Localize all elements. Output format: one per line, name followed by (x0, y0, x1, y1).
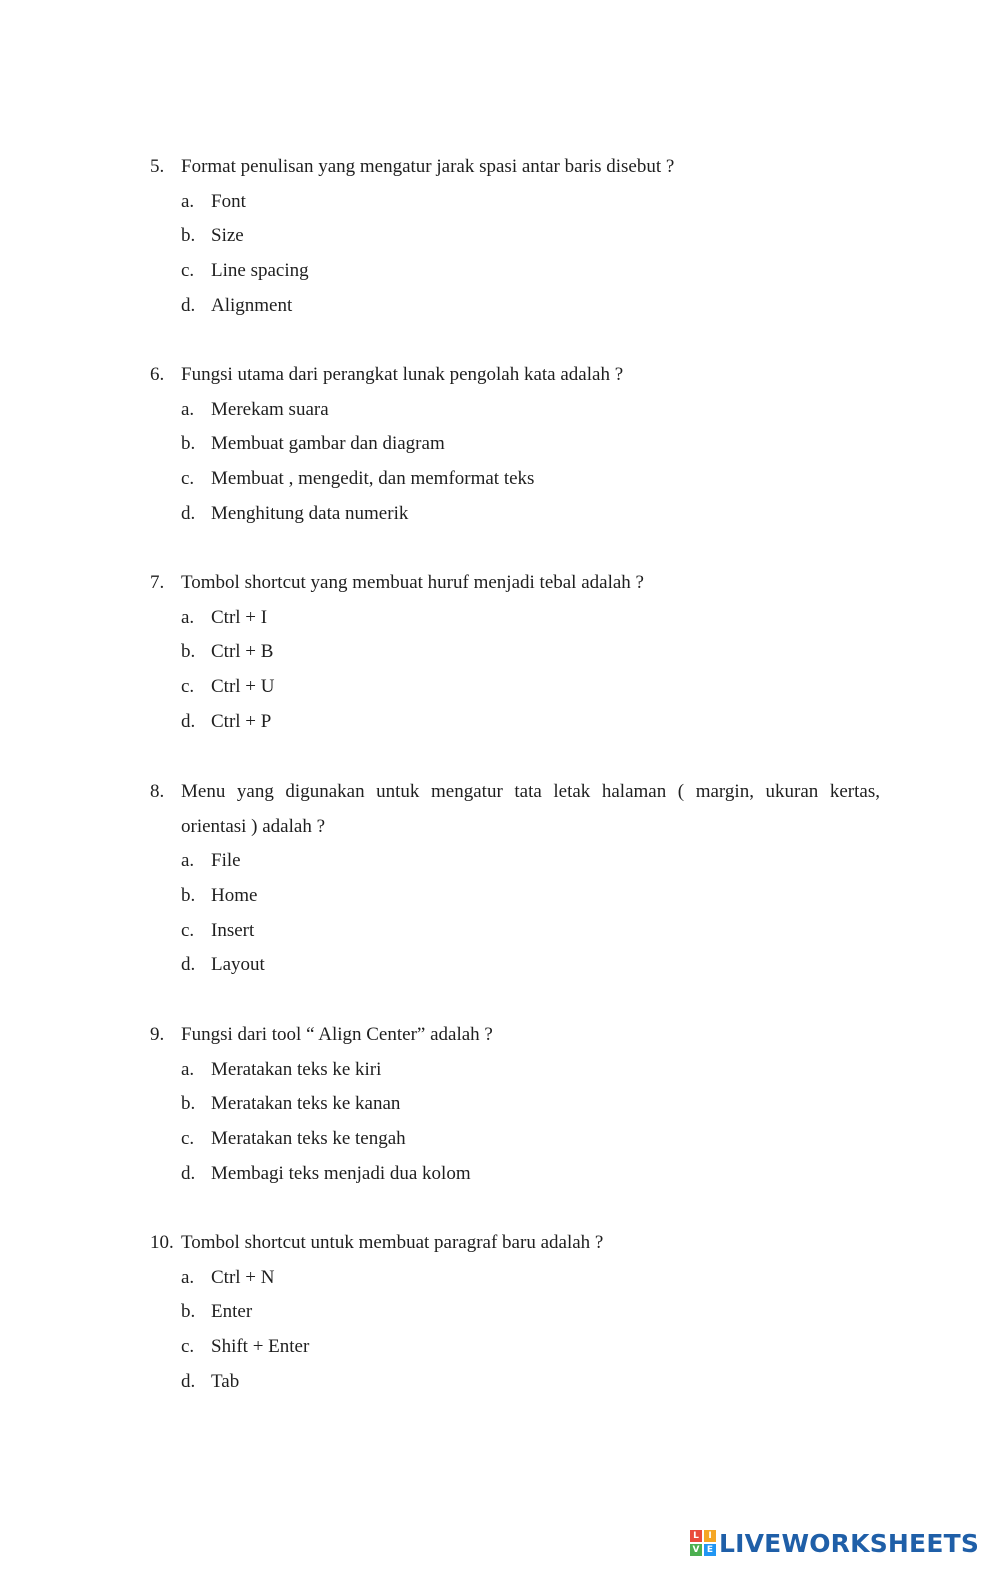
option-letter: b. (181, 433, 196, 455)
option-letter: b. (181, 885, 196, 907)
option-list (150, 601, 880, 740)
question-text: Menu yang digunakan untuk mengatur tata letak halaman ( margin, ukuran kertas, (181, 781, 880, 802)
option-text: Merekam suara (211, 398, 329, 420)
question-8 (150, 775, 880, 983)
option-text: Membagi teks menjadi dua kolom (211, 1162, 471, 1184)
option-b[interactable] (181, 219, 880, 254)
option-letter: d. (181, 502, 196, 524)
option-letter: a. (181, 1266, 195, 1288)
option-text: Home (211, 885, 258, 907)
option-text: Enter (211, 1301, 253, 1323)
question-stem (150, 1018, 880, 1053)
option-a[interactable] (181, 844, 880, 879)
option-letter: c. (181, 1336, 195, 1358)
option-a[interactable] (181, 185, 880, 220)
option-letter: b. (181, 1093, 196, 1115)
option-letter: d. (181, 954, 196, 976)
question-number: 6. (150, 364, 165, 385)
option-c[interactable] (181, 1122, 880, 1157)
option-c[interactable] (181, 254, 880, 289)
question-stem (150, 150, 880, 185)
option-text: Meratakan teks ke kiri (211, 1058, 382, 1080)
option-d[interactable] (181, 1157, 880, 1192)
liveworksheets-logo-icon (690, 1530, 716, 1556)
option-letter: a. (181, 606, 195, 628)
option-text: Font (211, 190, 246, 212)
option-list (150, 1261, 880, 1400)
option-a[interactable] (181, 393, 880, 428)
option-a[interactable] (181, 1261, 880, 1296)
option-c[interactable] (181, 1330, 880, 1365)
option-c[interactable] (181, 670, 880, 705)
option-letter: c. (181, 260, 195, 282)
question-5 (150, 150, 880, 323)
logo-tile: I (704, 1530, 716, 1542)
option-d[interactable] (181, 289, 880, 324)
option-list (150, 1053, 880, 1192)
option-text: Insert (211, 919, 255, 941)
option-b[interactable] (181, 635, 880, 670)
option-letter: b. (181, 1301, 196, 1323)
option-d[interactable] (181, 948, 880, 983)
question-stem (150, 358, 880, 393)
option-b[interactable] (181, 1087, 880, 1122)
question-stem (150, 1226, 880, 1261)
question-number: 8. (150, 781, 165, 802)
question-9 (150, 1018, 880, 1191)
option-d[interactable] (181, 497, 880, 532)
logo-tile: V (690, 1544, 702, 1556)
option-text: File (211, 850, 241, 872)
option-letter: a. (181, 1058, 195, 1080)
question-text: Tombol shortcut yang membuat huruf menjadi tebal adalah ? (181, 572, 644, 593)
option-letter: c. (181, 468, 195, 490)
option-d[interactable] (181, 705, 880, 740)
option-text: Ctrl + I (211, 606, 268, 628)
option-d[interactable] (181, 1365, 880, 1400)
brand-name: LIVEWORKSHEETS (719, 1528, 980, 1558)
logo-tile: E (704, 1544, 716, 1556)
option-b[interactable] (181, 1295, 880, 1330)
option-list (150, 393, 880, 532)
option-text: Shift + Enter (211, 1336, 310, 1358)
option-text: Meratakan teks ke tengah (211, 1128, 406, 1150)
option-letter: d. (181, 710, 196, 732)
option-text: Alignment (211, 294, 293, 316)
question-10 (150, 1226, 880, 1399)
option-text: Ctrl + U (211, 676, 275, 698)
option-letter: b. (181, 641, 196, 663)
option-letter: a. (181, 850, 195, 872)
option-text: Membuat gambar dan diagram (211, 433, 445, 455)
option-letter: a. (181, 190, 195, 212)
option-text: Meratakan teks ke kanan (211, 1093, 401, 1115)
option-letter: b. (181, 225, 196, 247)
question-number: 9. (150, 1024, 165, 1045)
question-6 (150, 358, 880, 531)
liveworksheets-brand[interactable] (690, 1527, 979, 1559)
option-list (150, 844, 880, 983)
option-text: Ctrl + B (211, 641, 274, 663)
option-letter: c. (181, 1128, 195, 1150)
question-number: 7. (150, 572, 165, 593)
option-list (150, 185, 880, 324)
option-c[interactable] (181, 462, 880, 497)
option-text: Membuat , mengedit, dan memformat teks (211, 468, 535, 490)
question-stem (150, 775, 880, 810)
option-b[interactable] (181, 427, 880, 462)
option-text: Size (211, 225, 244, 247)
option-a[interactable] (181, 601, 880, 636)
option-text: Ctrl + P (211, 710, 272, 732)
question-text: Fungsi dari tool “ Align Center” adalah ? (181, 1024, 493, 1045)
option-text: Menghitung data numerik (211, 502, 409, 524)
logo-tile: L (690, 1530, 702, 1542)
question-7 (150, 566, 880, 739)
question-text: Format penulisan yang mengatur jarak spasi antar baris disebut ? (181, 156, 675, 177)
option-letter: c. (181, 676, 195, 698)
option-text: Tab (211, 1370, 240, 1392)
question-number: 10. (150, 1232, 174, 1253)
option-letter: d. (181, 1162, 196, 1184)
option-text: Ctrl + N (211, 1266, 275, 1288)
option-a[interactable] (181, 1053, 880, 1088)
option-c[interactable] (181, 914, 880, 949)
option-b[interactable] (181, 879, 880, 914)
option-letter: c. (181, 919, 195, 941)
option-letter: d. (181, 1370, 196, 1392)
question-text: Tombol shortcut untuk membuat paragraf baru adalah ? (181, 1232, 604, 1253)
option-text: Line spacing (211, 260, 309, 282)
question-text-continued: orientasi ) adalah ? (181, 815, 326, 837)
option-letter: a. (181, 398, 195, 420)
option-text: Layout (211, 954, 265, 976)
option-letter: d. (181, 294, 196, 316)
question-text: Fungsi utama dari perangkat lunak pengolah kata adalah ? (181, 364, 624, 385)
question-number: 5. (150, 156, 165, 177)
question-stem (150, 566, 880, 601)
